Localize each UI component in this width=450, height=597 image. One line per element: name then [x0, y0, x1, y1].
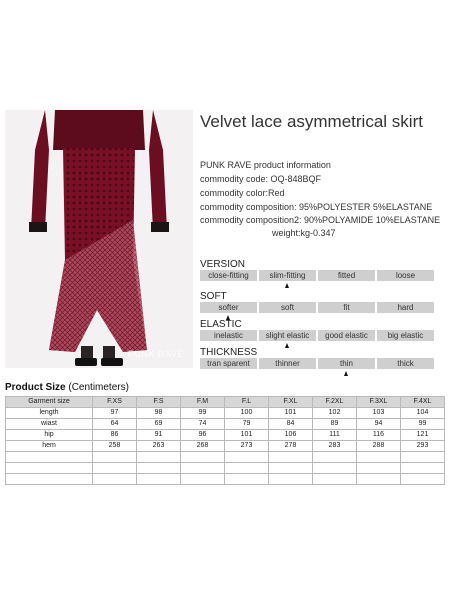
- size-table-row: [6, 419, 445, 430]
- size-empty-cell: [93, 452, 137, 463]
- size-empty-cell: [6, 463, 93, 474]
- size-empty-cell: [313, 452, 357, 463]
- elastic-option: big elastic: [377, 330, 434, 341]
- size-empty-cell: [357, 463, 401, 474]
- size-value-cell: 100: [225, 408, 269, 419]
- version-option: slim-fitting: [259, 270, 316, 281]
- size-value-cell: 99: [401, 419, 445, 430]
- size-value-cell: 84: [269, 419, 313, 430]
- commodity-code: commodity code: OQ-848BQF: [200, 174, 322, 184]
- size-table-empty-row: [6, 463, 445, 474]
- commodity-composition2: commodity composition2: 90%POLYAMIDE 10%ELASTANE: [200, 215, 441, 225]
- size-empty-cell: [313, 463, 357, 474]
- size-header-cell: F.XL: [269, 397, 313, 408]
- size-value-cell: 91: [137, 430, 181, 441]
- elastic-option: slight elastic: [259, 330, 316, 341]
- size-empty-cell: [137, 452, 181, 463]
- size-value-cell: 101: [269, 408, 313, 419]
- version-marker-icon: [285, 283, 289, 288]
- size-header-cell: F.2XL: [313, 397, 357, 408]
- size-value-cell: 278: [269, 441, 313, 452]
- size-value-cell: 89: [313, 419, 357, 430]
- size-value-cell: 96: [181, 430, 225, 441]
- size-table-empty-row: [6, 474, 445, 485]
- size-value-cell: 111: [313, 430, 357, 441]
- size-table-header-row: [6, 397, 445, 408]
- size-row-label: hem: [6, 441, 93, 452]
- size-header-cell: F.L: [225, 397, 269, 408]
- size-empty-cell: [269, 463, 313, 474]
- size-empty-cell: [357, 452, 401, 463]
- size-empty-cell: [357, 474, 401, 485]
- size-empty-cell: [137, 474, 181, 485]
- version-option: fitted: [318, 270, 375, 281]
- size-value-cell: 94: [357, 419, 401, 430]
- size-empty-cell: [225, 474, 269, 485]
- soft-option: soft: [259, 302, 316, 313]
- soft-option: hard: [377, 302, 434, 313]
- size-header-cell: F.M: [181, 397, 225, 408]
- commodity-color: commodity color:Red: [200, 188, 285, 198]
- elastic-label: ELASTIC: [200, 319, 242, 330]
- size-header-cell: F.3XL: [357, 397, 401, 408]
- photo-watermark: PUNK RAVE: [128, 349, 184, 359]
- size-empty-cell: [181, 452, 225, 463]
- size-table-row: [6, 441, 445, 452]
- size-empty-cell: [6, 474, 93, 485]
- size-empty-cell: [269, 452, 313, 463]
- size-value-cell: 121: [401, 430, 445, 441]
- soft-label: SOFT: [200, 291, 227, 302]
- size-table: [5, 396, 445, 485]
- size-empty-cell: [225, 463, 269, 474]
- size-header-cell: Garment size: [6, 397, 93, 408]
- soft-option: softer: [200, 302, 257, 313]
- size-header-cell: F.XS: [93, 397, 137, 408]
- size-value-cell: 99: [181, 408, 225, 419]
- size-value-cell: 258: [93, 441, 137, 452]
- size-empty-cell: [269, 474, 313, 485]
- size-value-cell: 268: [181, 441, 225, 452]
- size-value-cell: 116: [357, 430, 401, 441]
- thickness-option: thin: [318, 358, 375, 369]
- info-heading: PUNK RAVE product information: [200, 160, 331, 170]
- size-value-cell: 74: [181, 419, 225, 430]
- size-table-heading: Product Size: [5, 382, 66, 393]
- soft-scale: [200, 302, 434, 313]
- size-row-label: hip: [6, 430, 93, 441]
- commodity-composition: commodity composition: 95%POLYESTER 5%ELASTANE: [200, 202, 433, 212]
- size-value-cell: 98: [137, 408, 181, 419]
- size-value-cell: 288: [357, 441, 401, 452]
- size-value-cell: 97: [93, 408, 137, 419]
- size-empty-cell: [401, 452, 445, 463]
- size-table-title: [5, 382, 129, 393]
- size-empty-cell: [313, 474, 357, 485]
- product-title: Velvet lace asymmetrical skirt: [200, 112, 423, 131]
- size-row-label: length: [6, 408, 93, 419]
- size-value-cell: 64: [93, 419, 137, 430]
- soft-option: fit: [318, 302, 375, 313]
- size-value-cell: 104: [401, 408, 445, 419]
- size-value-cell: 86: [93, 430, 137, 441]
- elastic-scale: [200, 330, 434, 341]
- thickness-label: THICKNESS: [200, 347, 258, 358]
- size-value-cell: 106: [269, 430, 313, 441]
- thickness-marker-icon: [344, 371, 348, 376]
- size-table-empty-row: [6, 452, 445, 463]
- elastic-option: good elastic: [318, 330, 375, 341]
- size-value-cell: 293: [401, 441, 445, 452]
- size-empty-cell: [181, 463, 225, 474]
- size-empty-cell: [6, 452, 93, 463]
- version-label: VERSION: [200, 259, 246, 270]
- thickness-option: thick: [377, 358, 434, 369]
- size-empty-cell: [401, 463, 445, 474]
- size-row-label: wiast: [6, 419, 93, 430]
- commodity-weight: weight:kg-0.347: [272, 228, 336, 238]
- thickness-option: tran sparent: [200, 358, 257, 369]
- elastic-option: inelastic: [200, 330, 257, 341]
- size-value-cell: 102: [313, 408, 357, 419]
- size-table-row: [6, 408, 445, 419]
- size-value-cell: 79: [225, 419, 269, 430]
- size-empty-cell: [401, 474, 445, 485]
- product-photo: [5, 110, 193, 368]
- size-empty-cell: [93, 474, 137, 485]
- size-value-cell: 263: [137, 441, 181, 452]
- size-value-cell: 103: [357, 408, 401, 419]
- size-value-cell: 101: [225, 430, 269, 441]
- size-table-row: [6, 430, 445, 441]
- thickness-option: thinner: [259, 358, 316, 369]
- size-empty-cell: [137, 463, 181, 474]
- size-value-cell: 273: [225, 441, 269, 452]
- size-value-cell: 283: [313, 441, 357, 452]
- size-value-cell: 69: [137, 419, 181, 430]
- version-option: close-fitting: [200, 270, 257, 281]
- size-empty-cell: [93, 463, 137, 474]
- version-option: loose: [377, 270, 434, 281]
- elastic-marker-icon: [285, 343, 289, 348]
- thickness-scale: [200, 358, 434, 369]
- size-header-cell: F.S: [137, 397, 181, 408]
- size-table-body: [6, 408, 445, 485]
- size-empty-cell: [225, 452, 269, 463]
- version-scale: [200, 270, 434, 281]
- size-table-unit: (Centimeters): [68, 382, 129, 393]
- size-empty-cell: [181, 474, 225, 485]
- skirt-illustration: [5, 110, 193, 368]
- size-header-cell: F.4XL: [401, 397, 445, 408]
